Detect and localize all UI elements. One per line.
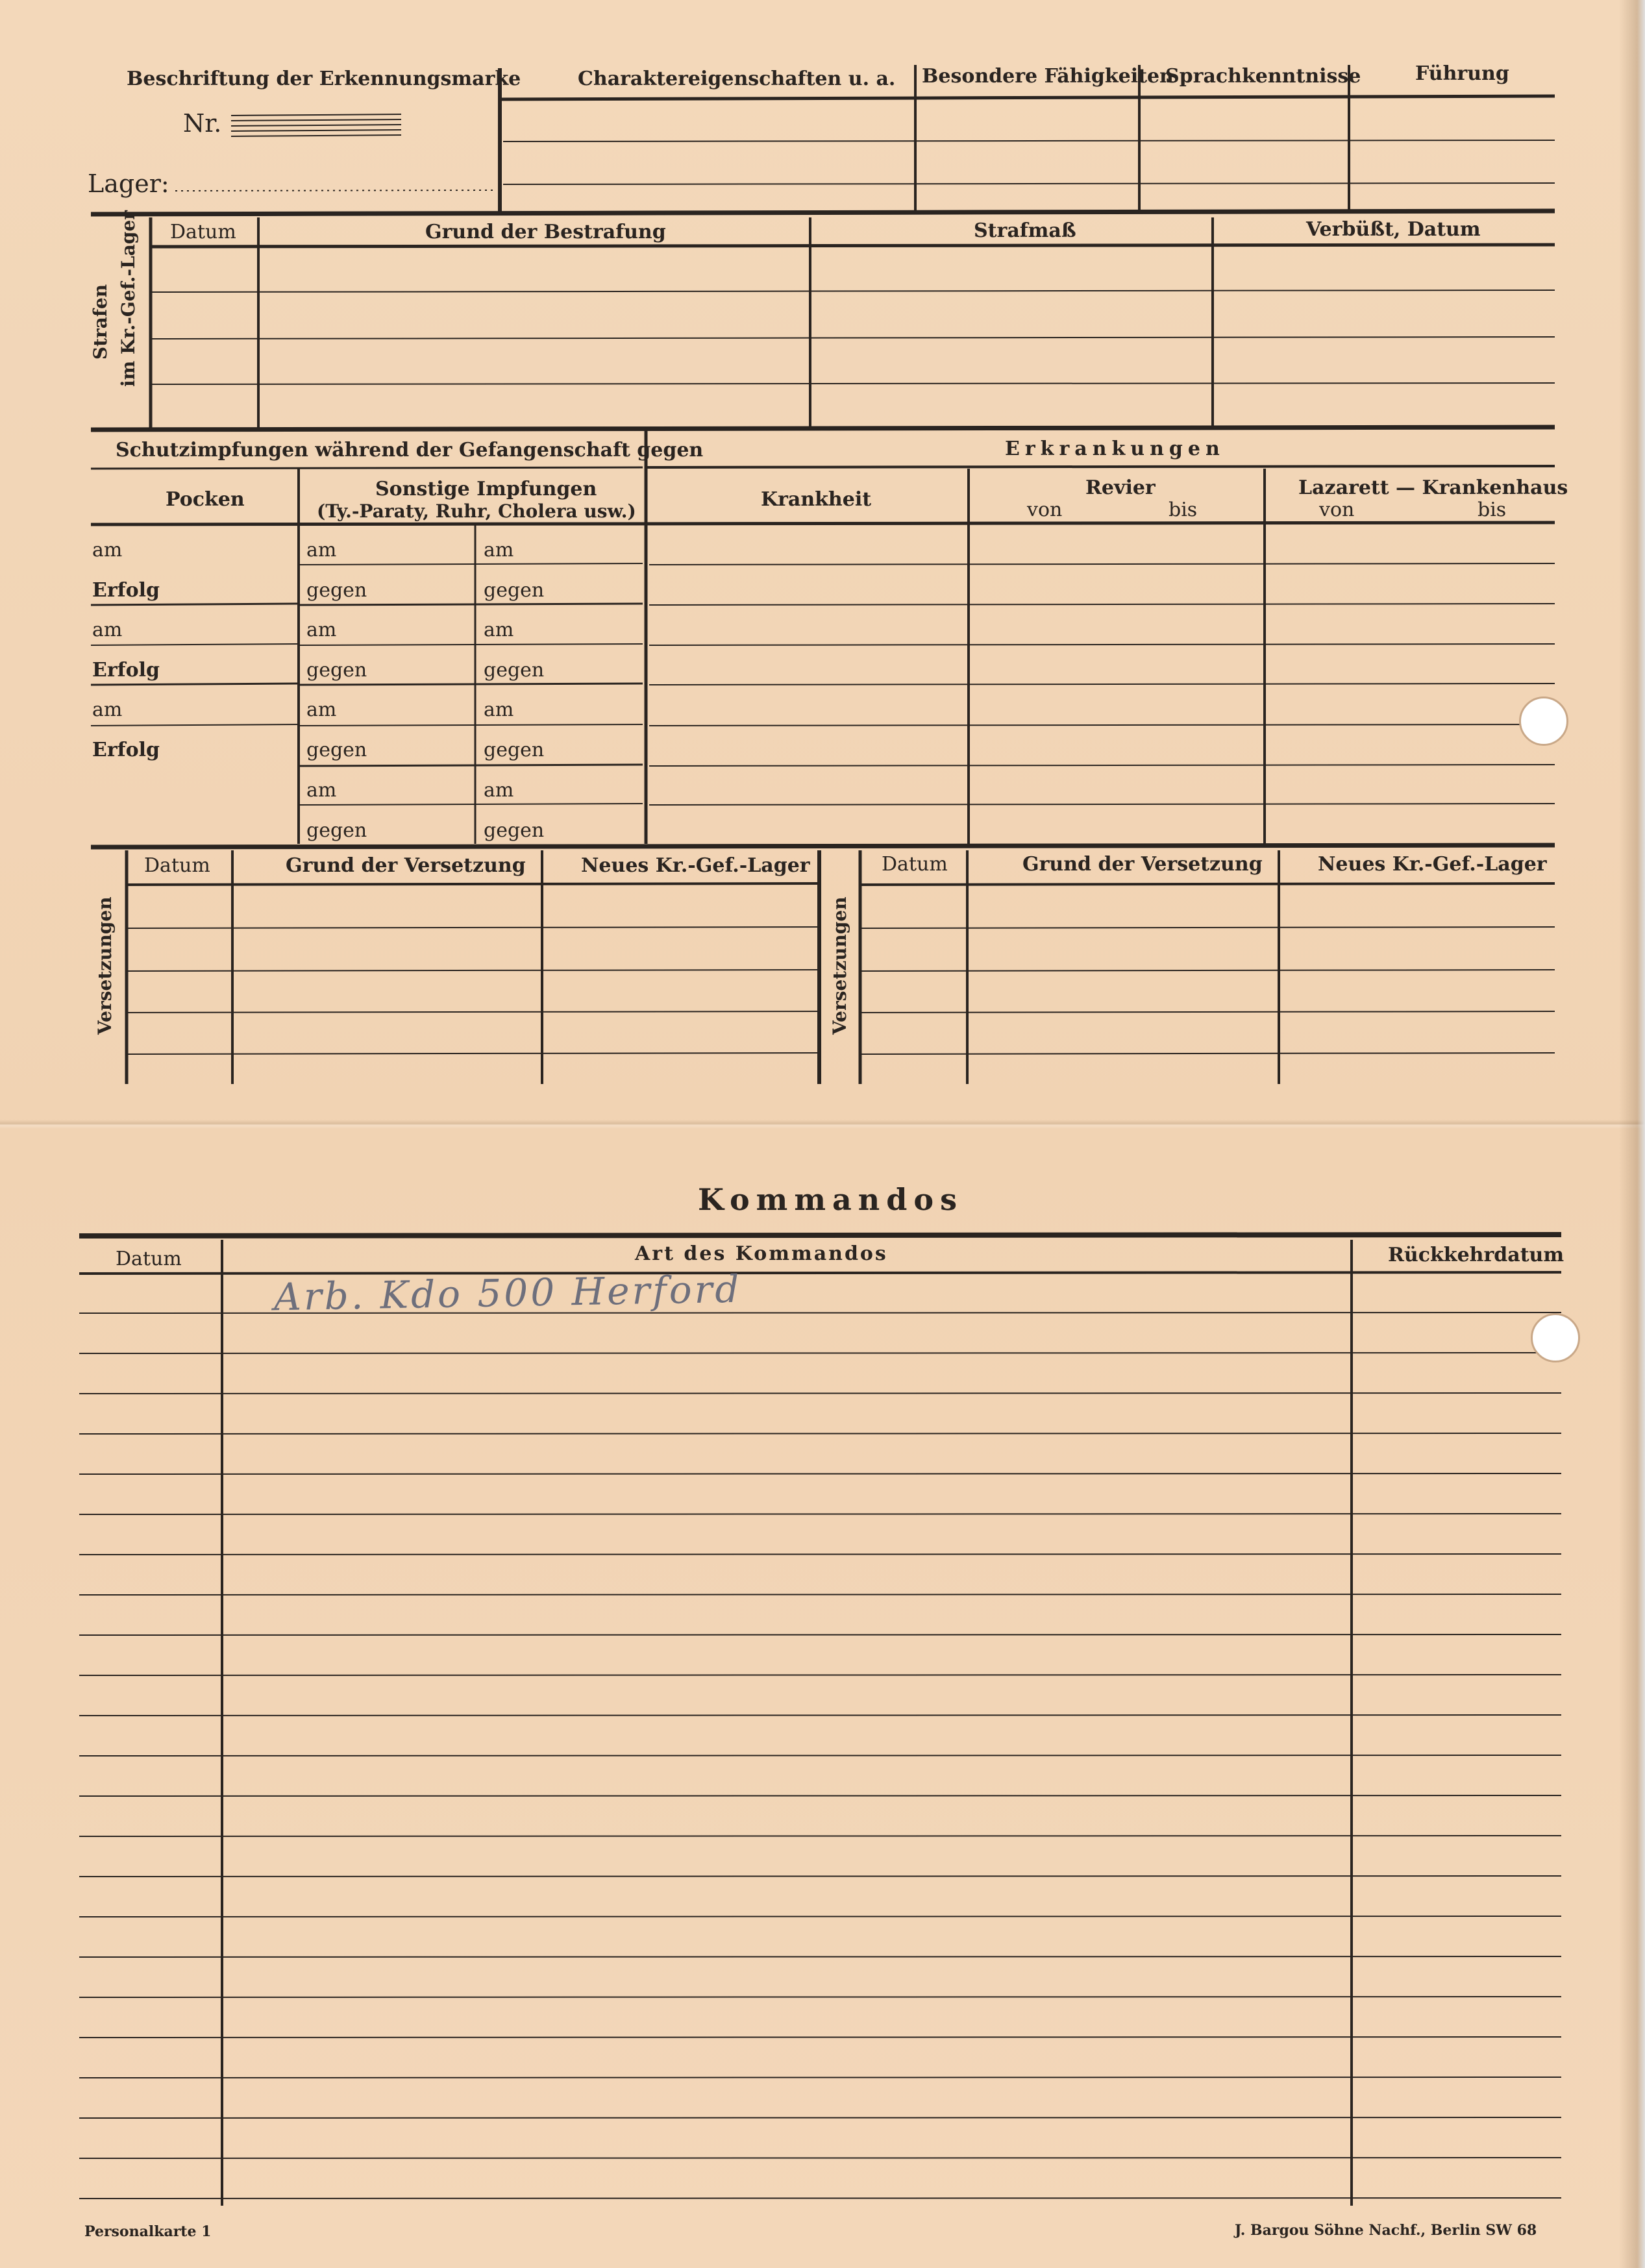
kommandos-col-rueckkehr: Rückkehrdatum	[1388, 1244, 1565, 1266]
vers-l-col-grund: Grund der Versetzung	[286, 854, 526, 877]
erkrankungen-title: Erkrankungen	[1005, 438, 1225, 460]
versetzungen-side-left: Versetzungen	[94, 896, 116, 1035]
col-fuehrung: Führung	[1415, 62, 1509, 85]
sonstige-gegen-2a: gegen	[306, 659, 367, 682]
erk-col-lazarett: Lazarett — Krankenhaus	[1298, 476, 1568, 499]
sonstige-gegen-3a: gegen	[306, 739, 367, 761]
sonstige-am-2b: am	[484, 619, 514, 641]
kommandos-title: Kommandos	[698, 1182, 963, 1217]
sonstige-gegen-2b: gegen	[484, 659, 545, 682]
sonstige-gegen-1a: gegen	[306, 579, 367, 602]
sonstige-gegen-4a: gegen	[306, 819, 367, 842]
sonstige-gegen-4b: gegen	[484, 819, 545, 842]
sonstige-am-1a: am	[306, 539, 337, 561]
tag-label: Beschriftung der Erkennungsmarke	[127, 68, 521, 90]
sonstige-am-2a: am	[306, 619, 337, 641]
erk-revier-bis: bis	[1169, 499, 1198, 521]
nr-label: Nr.	[183, 109, 222, 138]
col-sprachen: Sprachkenntnisse	[1165, 65, 1361, 88]
sonstige-am-3a: am	[306, 698, 337, 721]
sonstige-am-4a: am	[306, 779, 337, 802]
kommandos-col-datum: Datum	[116, 1248, 182, 1270]
strafen-col-grund: Grund der Bestrafung	[425, 221, 666, 243]
strafen-col-strafmass: Strafmaß	[974, 219, 1076, 242]
strafen-col-datum: Datum	[170, 221, 236, 243]
erk-lazarett-von: von	[1319, 499, 1355, 521]
pocken-erfolg-1: Erfolg	[92, 579, 160, 602]
punch-hole-top	[1519, 696, 1568, 746]
footer-form-id: Personalkarte 1	[84, 2223, 212, 2240]
sonstige-gegen-1b: gegen	[484, 579, 545, 602]
pocken-erfolg-3: Erfolg	[92, 739, 160, 761]
sonstige-am-4b: am	[484, 779, 514, 802]
col-faehigkeiten: Besondere Fähigkeiten	[922, 65, 1174, 88]
impf-col-sonstige-1: Sonstige Impfungen	[375, 478, 597, 500]
col-charakter: Charaktereigenschaften u. a.	[578, 68, 896, 90]
kommandos-row-lines	[79, 1313, 1561, 2199]
footer-printer: J. Bargou Söhne Nachf., Berlin SW 68	[1235, 2222, 1537, 2239]
erk-col-revier: Revier	[1085, 476, 1156, 499]
versetzungen-side-right: Versetzungen	[829, 896, 850, 1035]
lager-label: Lager:	[88, 169, 169, 198]
pocken-am-2: am	[92, 619, 123, 641]
vers-r-col-grund: Grund der Versetzung	[1022, 853, 1263, 876]
sonstige-am-1b: am	[484, 539, 514, 561]
sonstige-gegen-3b: gegen	[484, 739, 545, 761]
vers-r-col-lager: Neues Kr.-Gef.-Lager	[1318, 853, 1547, 876]
pocken-erfolg-2: Erfolg	[92, 659, 160, 682]
impfungen-title: Schutzimpfungen während der Gefangenschaft gegen	[116, 439, 704, 462]
vers-l-col-datum: Datum	[144, 854, 210, 877]
vers-l-col-lager: Neues Kr.-Gef.-Lager	[581, 854, 810, 877]
erk-col-krankheit: Krankheit	[761, 488, 872, 511]
pocken-am-1: am	[92, 539, 123, 561]
impf-col-sonstige-2: (Ty.-Paraty, Ruhr, Cholera usw.)	[317, 500, 636, 522]
erk-lazarett-bis: bis	[1478, 499, 1507, 521]
erk-revier-von: von	[1027, 499, 1063, 521]
pocken-am-3: am	[92, 698, 123, 721]
sonstige-am-3b: am	[484, 698, 514, 721]
punch-hole-bottom	[1531, 1313, 1580, 1362]
vers-r-col-datum: Datum	[882, 853, 948, 876]
strafen-side-label-1: Strafen	[90, 284, 111, 360]
kommandos-entry-handwritten: Arb. Kdo 500 Herford	[273, 1266, 742, 1320]
kommandos-col-art: Art des Kommandos	[635, 1242, 888, 1265]
impf-col-pocken: Pocken	[166, 488, 245, 511]
strafen-col-verbuesst: Verbüßt, Datum	[1306, 218, 1481, 241]
strafen-side-label-2: im Kr.-Gef.-Lager	[117, 210, 139, 387]
